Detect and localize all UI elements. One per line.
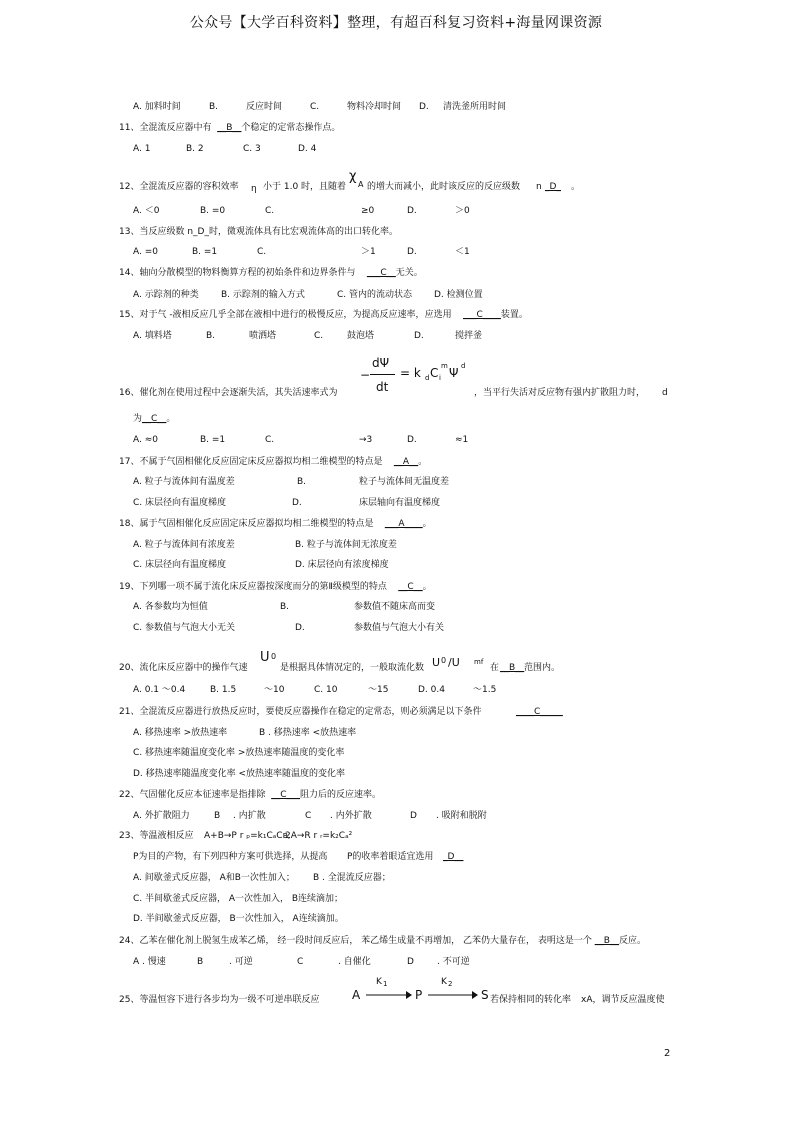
q17-option-d: 床层轴向有温度梯度 — [359, 498, 441, 508]
q20-stem-mid: 是根据具体情况定的，一般取流化数 — [280, 663, 425, 673]
q25-stem-cont: 若保持相同的转化率 — [490, 995, 572, 1005]
q10-option-b-label: B. — [209, 102, 219, 112]
q23-line2: P为目的产物，有下列四种方案可供选择，从提高 — [133, 852, 328, 862]
question-15 — [119, 309, 528, 321]
q14-answer: ___C__ — [366, 268, 396, 278]
q25-species-p: P — [415, 988, 423, 1002]
q14-option-d: D. 检测位置 — [434, 290, 483, 300]
q16-option-c-label: C. — [265, 435, 275, 445]
q22-option-d: . 吸附和脱附 — [436, 811, 487, 821]
q16-eq-c: C — [430, 366, 439, 380]
q10-option-a: A. 加料时间 — [133, 102, 181, 112]
q25-species-a: A — [352, 988, 361, 1002]
q16-option-b: B. =1 — [200, 435, 226, 445]
q20-option-b-label: B. 1.5 — [210, 685, 237, 695]
question-14 — [119, 267, 423, 279]
q20-option-d: ～1.5 — [473, 685, 497, 695]
q23-option-d: D. 半间歇釜式反应器， B一次性加入， A连续滴加。 — [133, 914, 344, 924]
q14-stem-end: 无关。 — [395, 268, 423, 278]
q22-option-c-label: C — [305, 811, 312, 821]
q16-eq-psi: Ψ — [449, 366, 459, 380]
q12-chi-sub: A — [358, 180, 364, 189]
q23-answer: _D__ — [443, 852, 464, 862]
q18-stem: 18、属于气固相催化反应固定床反应器拟均相二维模型的特点是 — [119, 519, 374, 529]
q16-eq-denominator: dt — [376, 380, 389, 394]
q14-stem: 14、轴向分散模型的物料衡算方程的初始条件和边界条件与 — [119, 268, 356, 278]
q17-answer: __A__ — [393, 457, 419, 467]
q11-option-d: D. 4 — [298, 144, 317, 154]
q12-n: n — [536, 182, 542, 192]
q25-arrow-1-icon — [366, 990, 412, 1000]
q11-option-a: A. 1 — [133, 144, 151, 154]
question-19 — [119, 581, 432, 593]
q24-option-d-label: D — [407, 957, 414, 967]
q11-answer: __B__ — [217, 123, 242, 133]
q10-option-d-label: D. — [419, 102, 429, 112]
q19-answer: __C__ — [398, 582, 423, 592]
question-24 — [119, 935, 646, 947]
q20-stem-in: 在 — [490, 663, 500, 673]
q25-species-s: S — [481, 988, 489, 1002]
q22-stem: 22、气固催化反应本征速率是指排除 — [119, 790, 266, 800]
q23-option-c: C. 半间歇釜式反应器， A一次性加入， B连续滴加； — [133, 894, 344, 904]
q19-option-d: 参数值与气泡大小有关 — [354, 623, 445, 633]
q17-option-d-label: D. — [292, 498, 302, 508]
q12-option-d-label: D. — [407, 206, 417, 216]
q10-option-d: 清洗釜所用时间 — [443, 102, 507, 112]
q21-option-b: B . 移热速率 <放热速率 — [259, 728, 357, 738]
q15-stem: 15、对于气 -液相反应几乎全部在液相中进行的极慢反应，为提高反应速率，应选用 — [119, 310, 452, 320]
q20-option-a: A. 0.1 ～0.4 — [133, 685, 186, 695]
q19-option-c: C. 参数值与气泡大小无关 — [133, 623, 236, 633]
q24-option-b: . 可逆 — [229, 957, 253, 967]
q20-stem-end: 范围内。 — [524, 663, 561, 673]
question-13: 13、当反应级数 n_D_时，微观流体具有比宏观流体高的出口转化率。 — [119, 227, 398, 237]
q19-option-d-label: D. — [295, 623, 305, 633]
q20-u0: U — [260, 650, 270, 665]
q24-stem: 24、乙苯在催化剂上脱氢生成苯乙烯， 经一段时间反应后， 苯乙烯生成量不再增加， 乙苯仍大量存在， 表明这是一个 — [119, 936, 592, 946]
q21-option-d: D. 移热速率随温度变化率 <放热速率随温度的变化率 — [133, 769, 346, 779]
q12-answer: _D_ — [545, 182, 561, 192]
q12-option-c: ≥0 — [361, 206, 375, 216]
q19-option-a: A. 各参数均为恒值 — [133, 602, 208, 612]
q12-period: 。 — [571, 182, 581, 192]
q13-option-b: B. =1 — [192, 247, 218, 257]
q16-stem-cont: ，当平行失活对反应物有强内扩散阻力时， — [474, 388, 646, 398]
q16-eq-numerator: dΨ — [372, 356, 390, 370]
q12-stem-mid: 小于 1.0 时，且随着 — [263, 182, 347, 192]
q16-eq-kd-sub: d — [425, 374, 430, 382]
q20-ratio-slash: /U — [448, 656, 460, 669]
q16-line2-pre: 为 — [133, 414, 143, 424]
q16-eq-minus: − — [360, 368, 371, 382]
q13-option-c-label: C. — [257, 247, 267, 257]
q23-reaction-1: A+B→P r ₚ=k₁CₐCʙ, — [204, 831, 291, 841]
q20-ratio-sub0: 0 — [441, 656, 447, 665]
q22-option-b-label: B — [214, 811, 221, 821]
q13-option-d: ＜1 — [455, 247, 470, 257]
q15-answer: ___C____ — [463, 310, 501, 320]
q21-answer: ____C_____ — [516, 707, 563, 717]
q10-option-c: 物料冷却时间 — [347, 102, 402, 112]
q25-k2-sub: 2 — [448, 980, 453, 988]
q23-reaction-2: 2A→R r ᵣ=k₂Cₐ² — [285, 831, 353, 841]
q24-option-b-label: B — [197, 957, 204, 967]
q15-option-c-label: C. — [314, 331, 324, 341]
q25-k1: K — [376, 977, 382, 987]
q22-option-d-label: D — [410, 811, 417, 821]
q25-k2: K — [441, 977, 447, 987]
q16-option-a: A. ≈0 — [133, 435, 158, 445]
q13-option-a: A. =0 — [133, 247, 158, 257]
q18-option-c: C. 床层径向有温度梯度 — [133, 560, 227, 570]
q24-option-c: . 自催化 — [338, 957, 371, 967]
q23-option-b: B . 全混流反应器； — [313, 873, 391, 883]
q15-option-b: 喷洒塔 — [249, 331, 277, 341]
q16-answer: __C__ — [142, 414, 167, 424]
q14-option-c: C. 管内的流动状态 — [337, 290, 413, 300]
q24-option-c-label: C — [297, 957, 304, 967]
q16-d: d — [662, 388, 668, 398]
q16-eq-c-sup: m — [441, 362, 448, 370]
q16-option-d-label: D. — [407, 435, 417, 445]
q25-k1-sub: 1 — [383, 980, 388, 988]
q15-stem-end: 装置。 — [500, 310, 528, 320]
question-18 — [119, 518, 432, 530]
q17-option-b: 粒子与流体间无温度差 — [359, 477, 450, 487]
q16-eq-psi-sup: d — [461, 362, 466, 370]
q20-answer: __B__ — [500, 663, 525, 673]
q19-stem-end: 。 — [422, 582, 432, 592]
q20-option-c: ～15 — [368, 685, 389, 695]
q20-option-d-label: D. 0.4 — [418, 685, 445, 695]
q23-option-a: A. 间歇釜式反应器， A和B一次性加入； — [133, 873, 295, 883]
q21-option-c: C. 移热速率随温度变化率 >放热速率随温度的变化率 — [133, 748, 345, 758]
q15-option-a: A. 填料塔 — [133, 331, 172, 341]
q16-stem: 16、催化剂在使用过程中会逐渐失活，其失活速率式为 — [119, 388, 338, 398]
q17-stem-end: 。 — [418, 457, 428, 467]
q16-option-c: →3 — [359, 435, 373, 445]
q20-ratio-u: U — [432, 656, 441, 669]
q12-stem-end: 的增大而减小，此时该反应的反应级数 — [367, 182, 521, 192]
q18-answer: ___A____ — [384, 519, 423, 529]
q11-stem: 11、全混流反应器中有 — [119, 123, 212, 133]
q18-stem-end: 。 — [422, 519, 432, 529]
question-22 — [119, 789, 381, 801]
q17-option-a: A. 粒子与流体间有温度差 — [133, 477, 235, 487]
page-header: 公众号【大学百科资料】整理，有超百科复习资料+海量网课资源 — [189, 15, 603, 31]
q24-option-d: . 不可逆 — [437, 957, 470, 967]
q22-answer: __C___ — [271, 790, 300, 800]
q17-option-b-label: B. — [297, 477, 307, 487]
q20-option-b: ～10 — [264, 685, 285, 695]
q18-option-a: A. 粒子与流体间有浓度差 — [133, 540, 235, 550]
q20-u0-sub: 0 — [271, 652, 277, 661]
q24-stem-end: 反应。 — [618, 936, 646, 946]
q24-option-a: A . 慢速 — [133, 957, 166, 967]
q10-option-c-label: C. — [310, 102, 320, 112]
q20-option-c-label: C. 10 — [314, 685, 338, 695]
q14-option-b: B. 示踪剂的输入方式 — [221, 290, 305, 300]
q20-stem: 20、流化床反应器中的操作气速 — [119, 663, 248, 673]
q11-option-b: B. 2 — [186, 144, 204, 154]
q25-arrow-2-icon — [428, 990, 478, 1000]
q12-option-b: B. =0 — [200, 206, 226, 216]
q22-option-b: . 内扩散 — [233, 811, 266, 821]
q21-stem: 21、全混流反应器进行放热反应时，要使反应器操作在稳定的定常态，则必须满足以下条件 — [119, 707, 482, 717]
q13-option-c: ＞1 — [361, 247, 376, 257]
q19-option-b-label: B. — [280, 602, 290, 612]
q16-eq-rhs: = k — [400, 366, 421, 380]
q12-option-a: A. ＜0 — [133, 206, 160, 216]
q13-option-d-label: D. — [407, 247, 417, 257]
question-17 — [119, 456, 427, 468]
q15-option-d-label: D. — [414, 331, 424, 341]
q14-option-a: A. 示踪剂的种类 — [133, 290, 199, 300]
q16-line2-end: 。 — [166, 414, 176, 424]
q11-option-c: C. 3 — [243, 144, 261, 154]
question-11 — [119, 122, 340, 134]
q18-option-d: D. 床层径向有浓度梯度 — [295, 560, 389, 570]
q22-stem-end: 阻力后的反应速率。 — [299, 790, 381, 800]
q16-option-d: ≈1 — [455, 435, 469, 445]
q20-ratio-submf: mf — [474, 658, 484, 666]
q10-option-b: 反应时间 — [246, 102, 283, 112]
q24-answer: __B__ — [594, 936, 619, 946]
q19-option-b: 参数值不随床高而变 — [354, 602, 436, 612]
q22-option-a: A. 外扩散阻力 — [133, 811, 190, 821]
q17-option-c: C. 床层径向有温度梯度 — [133, 498, 227, 508]
q15-option-d: 搅拌釜 — [455, 331, 483, 341]
q15-option-c: 鼓泡塔 — [347, 331, 375, 341]
q22-option-c: . 内外扩散 — [330, 811, 372, 821]
q12-stem: 12、全混流反应器的容积效率 — [119, 182, 239, 192]
q16-eq-fraction-bar — [370, 374, 395, 375]
q21-option-a: A. 移热速率 >放热速率 — [133, 728, 228, 738]
q23-line2b: P的收率着眼适宜选用 — [347, 852, 434, 862]
q16-line2 — [133, 413, 175, 425]
q12-option-c-label: C. — [265, 206, 275, 216]
q25-stem: 25、等温恒容下进行各步均为一级不可逆串联反应 — [119, 995, 320, 1005]
q23-stem: 23、等温液相反应 — [119, 831, 194, 841]
page-number: 2 — [664, 1048, 671, 1059]
q19-stem: 19、下列哪一项不属于流化床反应器按深度而分的第Ⅱ级模型的特点 — [119, 582, 387, 592]
q18-option-b: B. 粒子与流体间无浓度差 — [295, 540, 397, 550]
q17-stem: 17、不属于气固相催化反应固定床反应器拟均相二维模型的特点是 — [119, 457, 383, 467]
q16-eq-c-sub: i — [439, 374, 441, 382]
q11-stem-end: 个稳定的定常态操作点。 — [241, 123, 341, 133]
q12-eta: η — [251, 184, 257, 194]
q12-option-d: ＞0 — [455, 206, 470, 216]
q15-option-b-label: B. — [206, 331, 216, 341]
q12-chi: χ — [349, 169, 357, 184]
q25-stem-end: xA，调节反应温度使 — [581, 995, 665, 1005]
